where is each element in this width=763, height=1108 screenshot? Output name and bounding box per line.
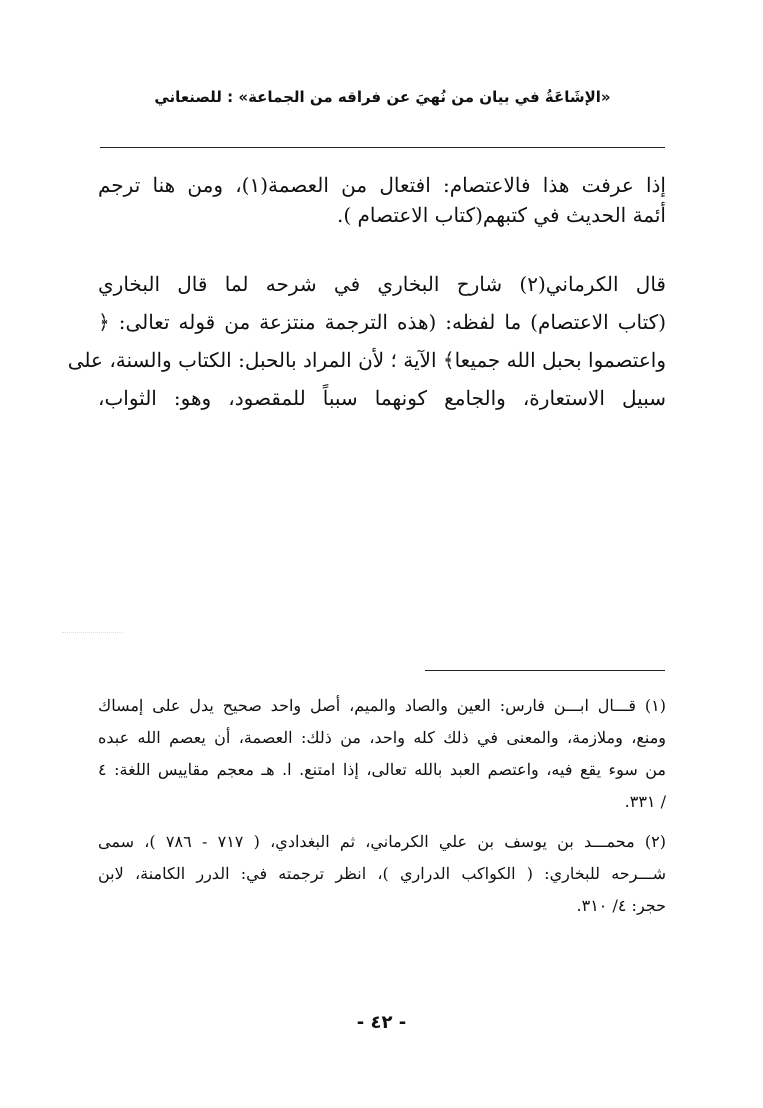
header-title: «الإشَاعَةُ في بيان من نُهيَ عن فراقه من الجماعة» : للصنعاني: [154, 88, 611, 106]
running-header: [100, 88, 665, 106]
paragraph-1: [98, 170, 666, 230]
footnote-line: (٢) محمـــد بن يوسف بن علي الكرماني، ثم البغدادي، ( ٧١٧ - ٧٨٦ )، سمى: [98, 832, 667, 851]
footnote-line: شـــرحه للبخاري: ( الكواكب الدراري )، انظر ترجمته في: الدرر الكامنة، لابن: [98, 864, 666, 883]
footnote-line: (١) قـــال ابـــن فارس: العين والصاد والميم، أصل واحد صحيح يدل على إمساك: [98, 696, 666, 715]
footnotes: [98, 690, 666, 922]
footnote-line: من سوء يقع فيه، واعتصم العبد بالله تعالى، إذا امتنع. ا. هـ معجم مقاييس اللغة: ٤: [98, 760, 666, 779]
footnote-line: ومنع، وملازمة، والمعنى في ذلك كله واحد، من ذلك: العصمة، أن يعصم الله عبده: [98, 728, 666, 747]
page-number: - ٤٢ -: [356, 1012, 407, 1033]
footnote-line: / ٣٣١.: [624, 792, 666, 811]
footnote-2: [98, 826, 666, 922]
text-line: سبيل الاستعارة، والجامع كونهما سبباً للمقصود، وهو: الثواب،: [98, 386, 666, 410]
text-line: (كتاب الاعتصام) ما لفظه: (هذه الترجمة منتزعة من قوله تعالى: ﴿: [98, 310, 666, 334]
footnote-divider: [425, 670, 665, 671]
header-divider: [100, 147, 665, 148]
text-line: إذا عرفت هذا فالاعتصام: افتعال من العصمة(١)، ومن هنا ترجم: [98, 173, 666, 197]
footnote-1: [98, 690, 666, 818]
footnote-line: حجر: ٤/ ٣١٠.: [576, 896, 666, 915]
text-line: قال الكرماني(٢) شارح البخاري في شرحه لما قال البخاري: [98, 272, 666, 296]
paragraph-2: [67, 265, 666, 417]
text-line: واعتصموا بحبل الله جميعا﴾ الآية ؛ لأن المراد بالحبل: الكتاب والسنة، على: [67, 348, 666, 372]
scan-artifact: [62, 632, 122, 634]
text-line: أئمة الحديث في كتبهم(كتاب الاعتصام ).: [336, 203, 666, 227]
